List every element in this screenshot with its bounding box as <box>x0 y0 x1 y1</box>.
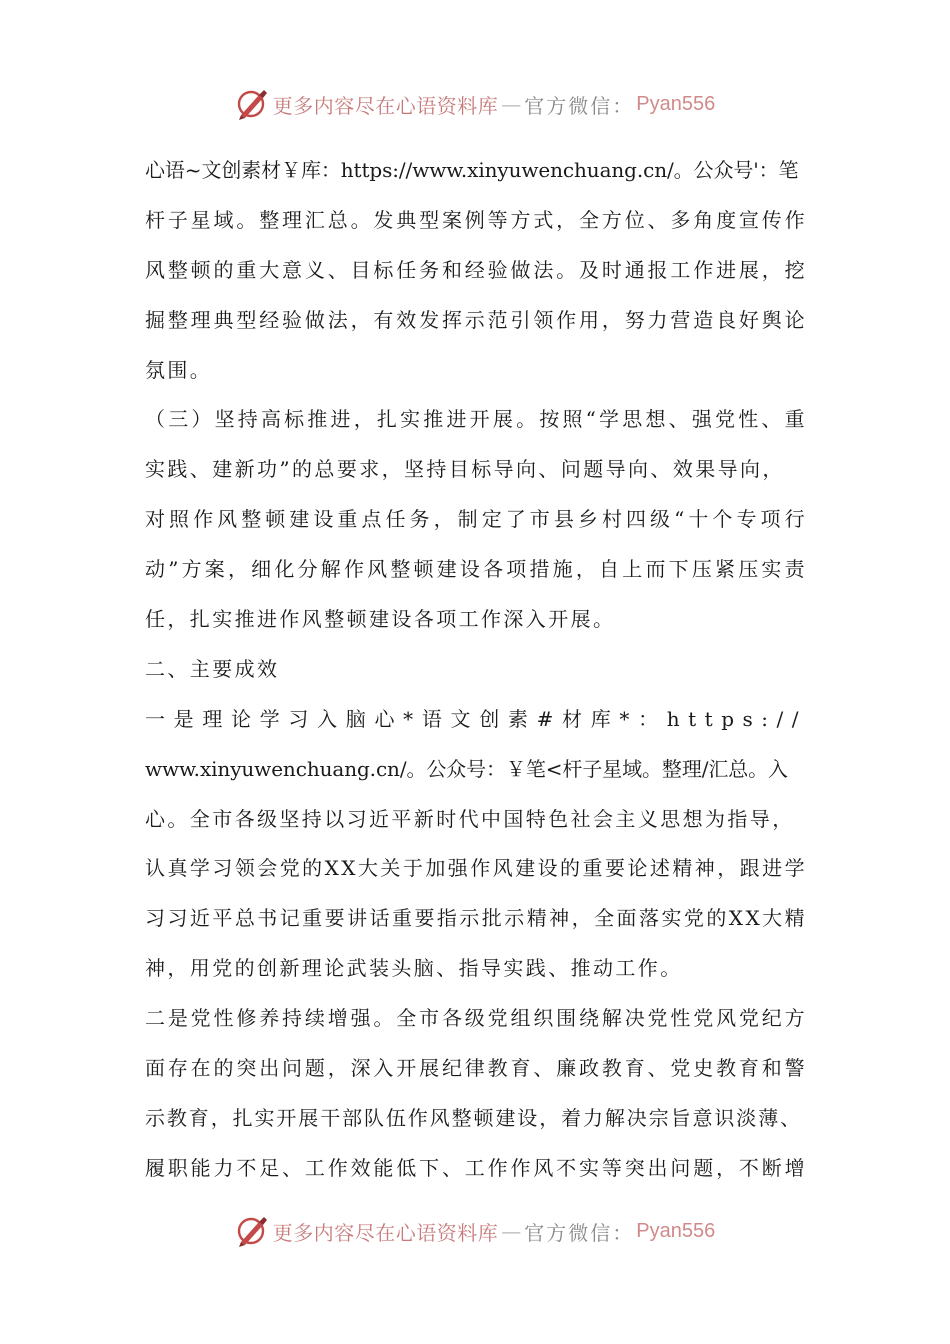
text-line: 示教育，扎实开展干部队伍作风整顿建设，着力解决宗旨意识淡薄、 <box>145 1105 802 1130</box>
text-line: 履职能力不足、工作效能低下、工作作风不实等突出问题，不断增 <box>145 1155 807 1180</box>
footer-banner <box>0 1211 950 1251</box>
text-line: 神，用党的创新理论武装头脑、指导实践、推动工作。 <box>145 956 683 981</box>
pen-logo-icon <box>235 87 269 121</box>
text-line: 心语~文创素材￥库：https://www.xinyuwenchuang.cn/。公众号'：笔 <box>145 158 799 182</box>
header-banner <box>0 84 950 124</box>
banner-wechat-id: Pyan556 <box>636 92 716 115</box>
banner-wechat-label: 官方微信： <box>524 93 635 118</box>
banner-wechat-id: Pyan556 <box>636 1219 716 1242</box>
document-body <box>145 146 807 1194</box>
text-line: 任，扎实推进作风整顿建设各项工作深入开展。 <box>145 607 616 632</box>
text-line: 认真学习领会党的XX大关于加强作风建设的重要论述精神，跟进学 <box>145 856 807 881</box>
pen-logo-icon <box>235 1214 269 1248</box>
banner-separator: — <box>501 92 522 116</box>
banner-separator: — <box>501 1219 522 1243</box>
banner-title: 更多内容尽在心语资料库 <box>272 1220 499 1245</box>
section-heading: 二、主要成效 <box>145 656 280 681</box>
text-line: 风整顿的重大意义、目标任务和经验做法。及时通报工作进展，挖 <box>145 257 807 282</box>
banner-wechat-label: 官方微信： <box>524 1220 635 1245</box>
text-line: 心。全市各级坚持以习近平新时代中国特色社会主义思想为指导， <box>145 806 795 831</box>
text-line: 动”方案，细化分解作风整顿建设各项措施，自上而下压紧压实责 <box>145 557 807 582</box>
text-line: 杆子星域。整理汇总。发典型案例等方式，全方位、多角度宣传作 <box>145 207 807 232</box>
text-line: 氛围。 <box>145 357 213 382</box>
banner-title: 更多内容尽在心语资料库 <box>272 93 499 118</box>
text-line: 对照作风整顿建设重点任务，制定了市县乡村四级“十个专项行 <box>145 507 807 532</box>
text-line: （三）坚持高标推进，扎实推进开展。按照“学思想、强党性、重 <box>145 407 807 432</box>
text-line: 一是理论学习入脑心*语文创素#材库*：https:// <box>145 706 807 731</box>
text-line: 实践、建新功”的总要求，坚持目标导向、问题导向、效果导向， <box>145 457 785 482</box>
text-line: www.xinyuwenchuang.cn/。公众号：￥笔<杆子星域。整理/汇总。入 <box>145 756 788 781</box>
text-line: 习习近平总书记重要讲话重要指示批示精神，全面落实党的XX大精 <box>145 906 807 931</box>
text-line: 二是党性修养持续增强。全市各级党组织围绕解决党性党风党纪方 <box>145 1006 807 1031</box>
text-line: 面存在的突出问题，深入开展纪律教育、廉政教育、党史教育和警 <box>145 1056 807 1081</box>
text-line: 掘整理典型经验做法，有效发挥示范引领作用，努力营造良好舆论 <box>145 307 807 332</box>
